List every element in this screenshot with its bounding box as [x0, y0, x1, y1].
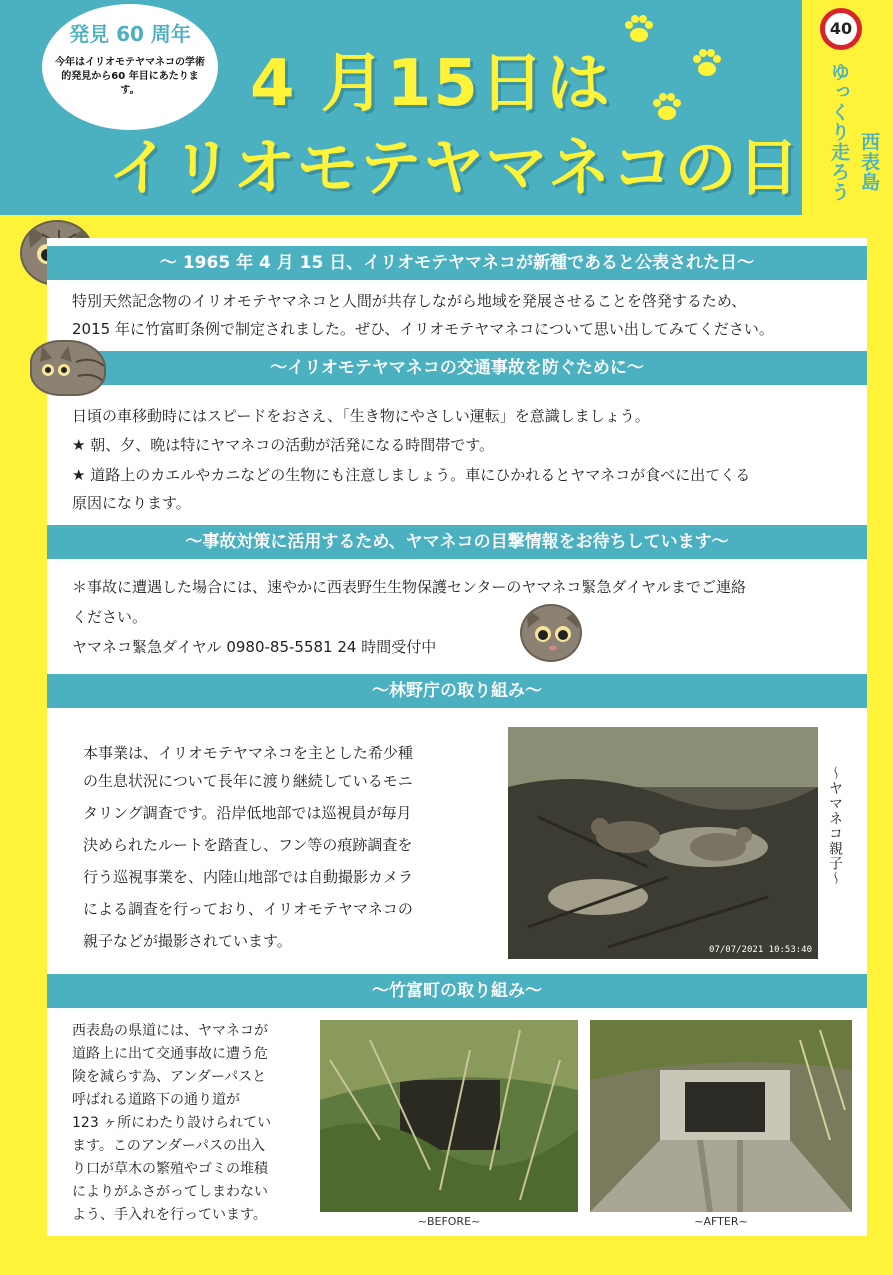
- header-banner: [0, 0, 802, 215]
- after-caption: ~AFTER~: [694, 1215, 748, 1228]
- forestry-text-line5: 行う巡視事業を、内陸山地部では自動撮影カメラ: [83, 868, 414, 886]
- section-heading-report: ～事故対策に活用するため、ヤマネコの目撃情報をお待ちしています～: [47, 525, 867, 559]
- traffic-text-line3: ★ 道路上のカエルやカニなどの生物にも注意しましょう。車にひかれるとヤマネコが食べに出てくる: [72, 466, 751, 484]
- photo-timestamp: 07/07/2021 10:53:40: [709, 945, 812, 955]
- page-title-line2: イリオモテヤマネコの日: [108, 131, 801, 204]
- taketomi-text-line3: 険を減らす為、アンダーパスと: [72, 1069, 267, 1085]
- taketomi-text-line4: 呼ばれる道路下の通り道が: [72, 1092, 240, 1108]
- camera-trap-photo: [508, 727, 818, 959]
- section-heading-forestry: ～林野庁の取り組み～: [47, 674, 867, 708]
- section-heading-taketomi: ～竹富町の取り組み～: [47, 974, 867, 1008]
- slogan-text: ゆっくり走ろう: [828, 62, 850, 202]
- taketomi-text-line1: 西表島の県道には、ヤマネコが: [72, 1023, 268, 1039]
- island-name: 西表島: [858, 132, 880, 192]
- forestry-text-line2: の生息状況について長年に渡り継続しているモニ: [83, 772, 413, 790]
- paw-print-icon: [690, 46, 724, 80]
- report-text-line2: ください。: [72, 608, 148, 626]
- section-heading-intro: ～ 1965 年 4 月 15 日、イリオモテヤマネコが新種であると公表された日～: [47, 246, 867, 280]
- anniversary-badge: [42, 4, 218, 130]
- emergency-dial-text: ヤマネコ緊急ダイヤル 0980-85-5581 24 時間受付中: [72, 638, 437, 656]
- photo-caption-vertical: ～ヤマネコ親子～: [827, 766, 843, 886]
- taketomi-text-line5: 123 ヶ所にわたり設けられてい: [72, 1115, 272, 1131]
- page-title-line1: 4 月15日は: [250, 47, 612, 121]
- taketomi-text-line2: 道路上に出て交通事故に遭う危: [72, 1046, 268, 1062]
- paw-print-icon: [650, 90, 684, 124]
- forestry-text-line3: タリング調査です。沿岸低地部では巡視員が毎月: [83, 804, 412, 822]
- taketomi-text-line7: り口が草木の繁殖やゴミの堆積: [72, 1161, 268, 1177]
- badge-title: 発見 60 周年: [69, 22, 191, 46]
- forestry-text-line4: 決められたルートを踏査し、フン等の痕跡調査を: [83, 836, 413, 854]
- traffic-text-line2: ★ 朝、夕、晩は特にヤマネコの活動が活発になる時間帯です。: [72, 436, 495, 454]
- taketomi-text-line9: よう、手入れを行っています。: [72, 1207, 267, 1223]
- taketomi-text-line6: ます。このアンダーパスの出入: [72, 1138, 266, 1154]
- paw-print-icon: [622, 12, 656, 46]
- underpass-before-photo: [320, 1020, 578, 1212]
- underpass-after-photo: [590, 1020, 852, 1212]
- before-caption: ~BEFORE~: [417, 1215, 481, 1228]
- intro-text-line1: 特別天然記念物のイリオモテヤマネコと人間が共存しながら地域を発展させることを啓発するため、: [72, 292, 747, 310]
- traffic-text-line1: 日頃の車移動時にはスピードをおさえ、「生き物にやさしい運転」を意識しましょう。: [72, 407, 650, 425]
- side-strip: [808, 0, 893, 215]
- forestry-text-line7: 親子などが撮影されています。: [83, 932, 292, 950]
- section-heading-traffic: ～イリオモテヤマネコの交通事故を防ぐために～: [47, 351, 867, 385]
- content-panel: [47, 238, 867, 1236]
- taketomi-text-line8: によりがふさがってしまわない: [72, 1184, 268, 1200]
- speed-limit-sign: 40: [820, 8, 862, 50]
- forestry-text-line6: による調査を行っており、イリオモテヤマネコの: [83, 900, 413, 918]
- cat-face-icon: [520, 604, 582, 662]
- forestry-text-line1: 本事業は、イリオモテヤマネコを主とした希少種: [83, 744, 413, 762]
- lying-cat-icon: [30, 340, 106, 396]
- report-text-line1: ＊事故に遭遇した場合には、速やかに西表野生生物保護センターのヤマネコ緊急ダイヤルまでご連絡: [72, 578, 746, 596]
- traffic-text-line4: 原因になります。: [72, 494, 191, 512]
- intro-text-line2: 2015 年に竹富町条例で制定されました。ぜひ、イリオモテヤマネコについて思い出してみてください。: [72, 320, 774, 338]
- badge-body: 今年はイリオモテヤマネコの学術的発見から60 年目にあたります。: [55, 57, 205, 96]
